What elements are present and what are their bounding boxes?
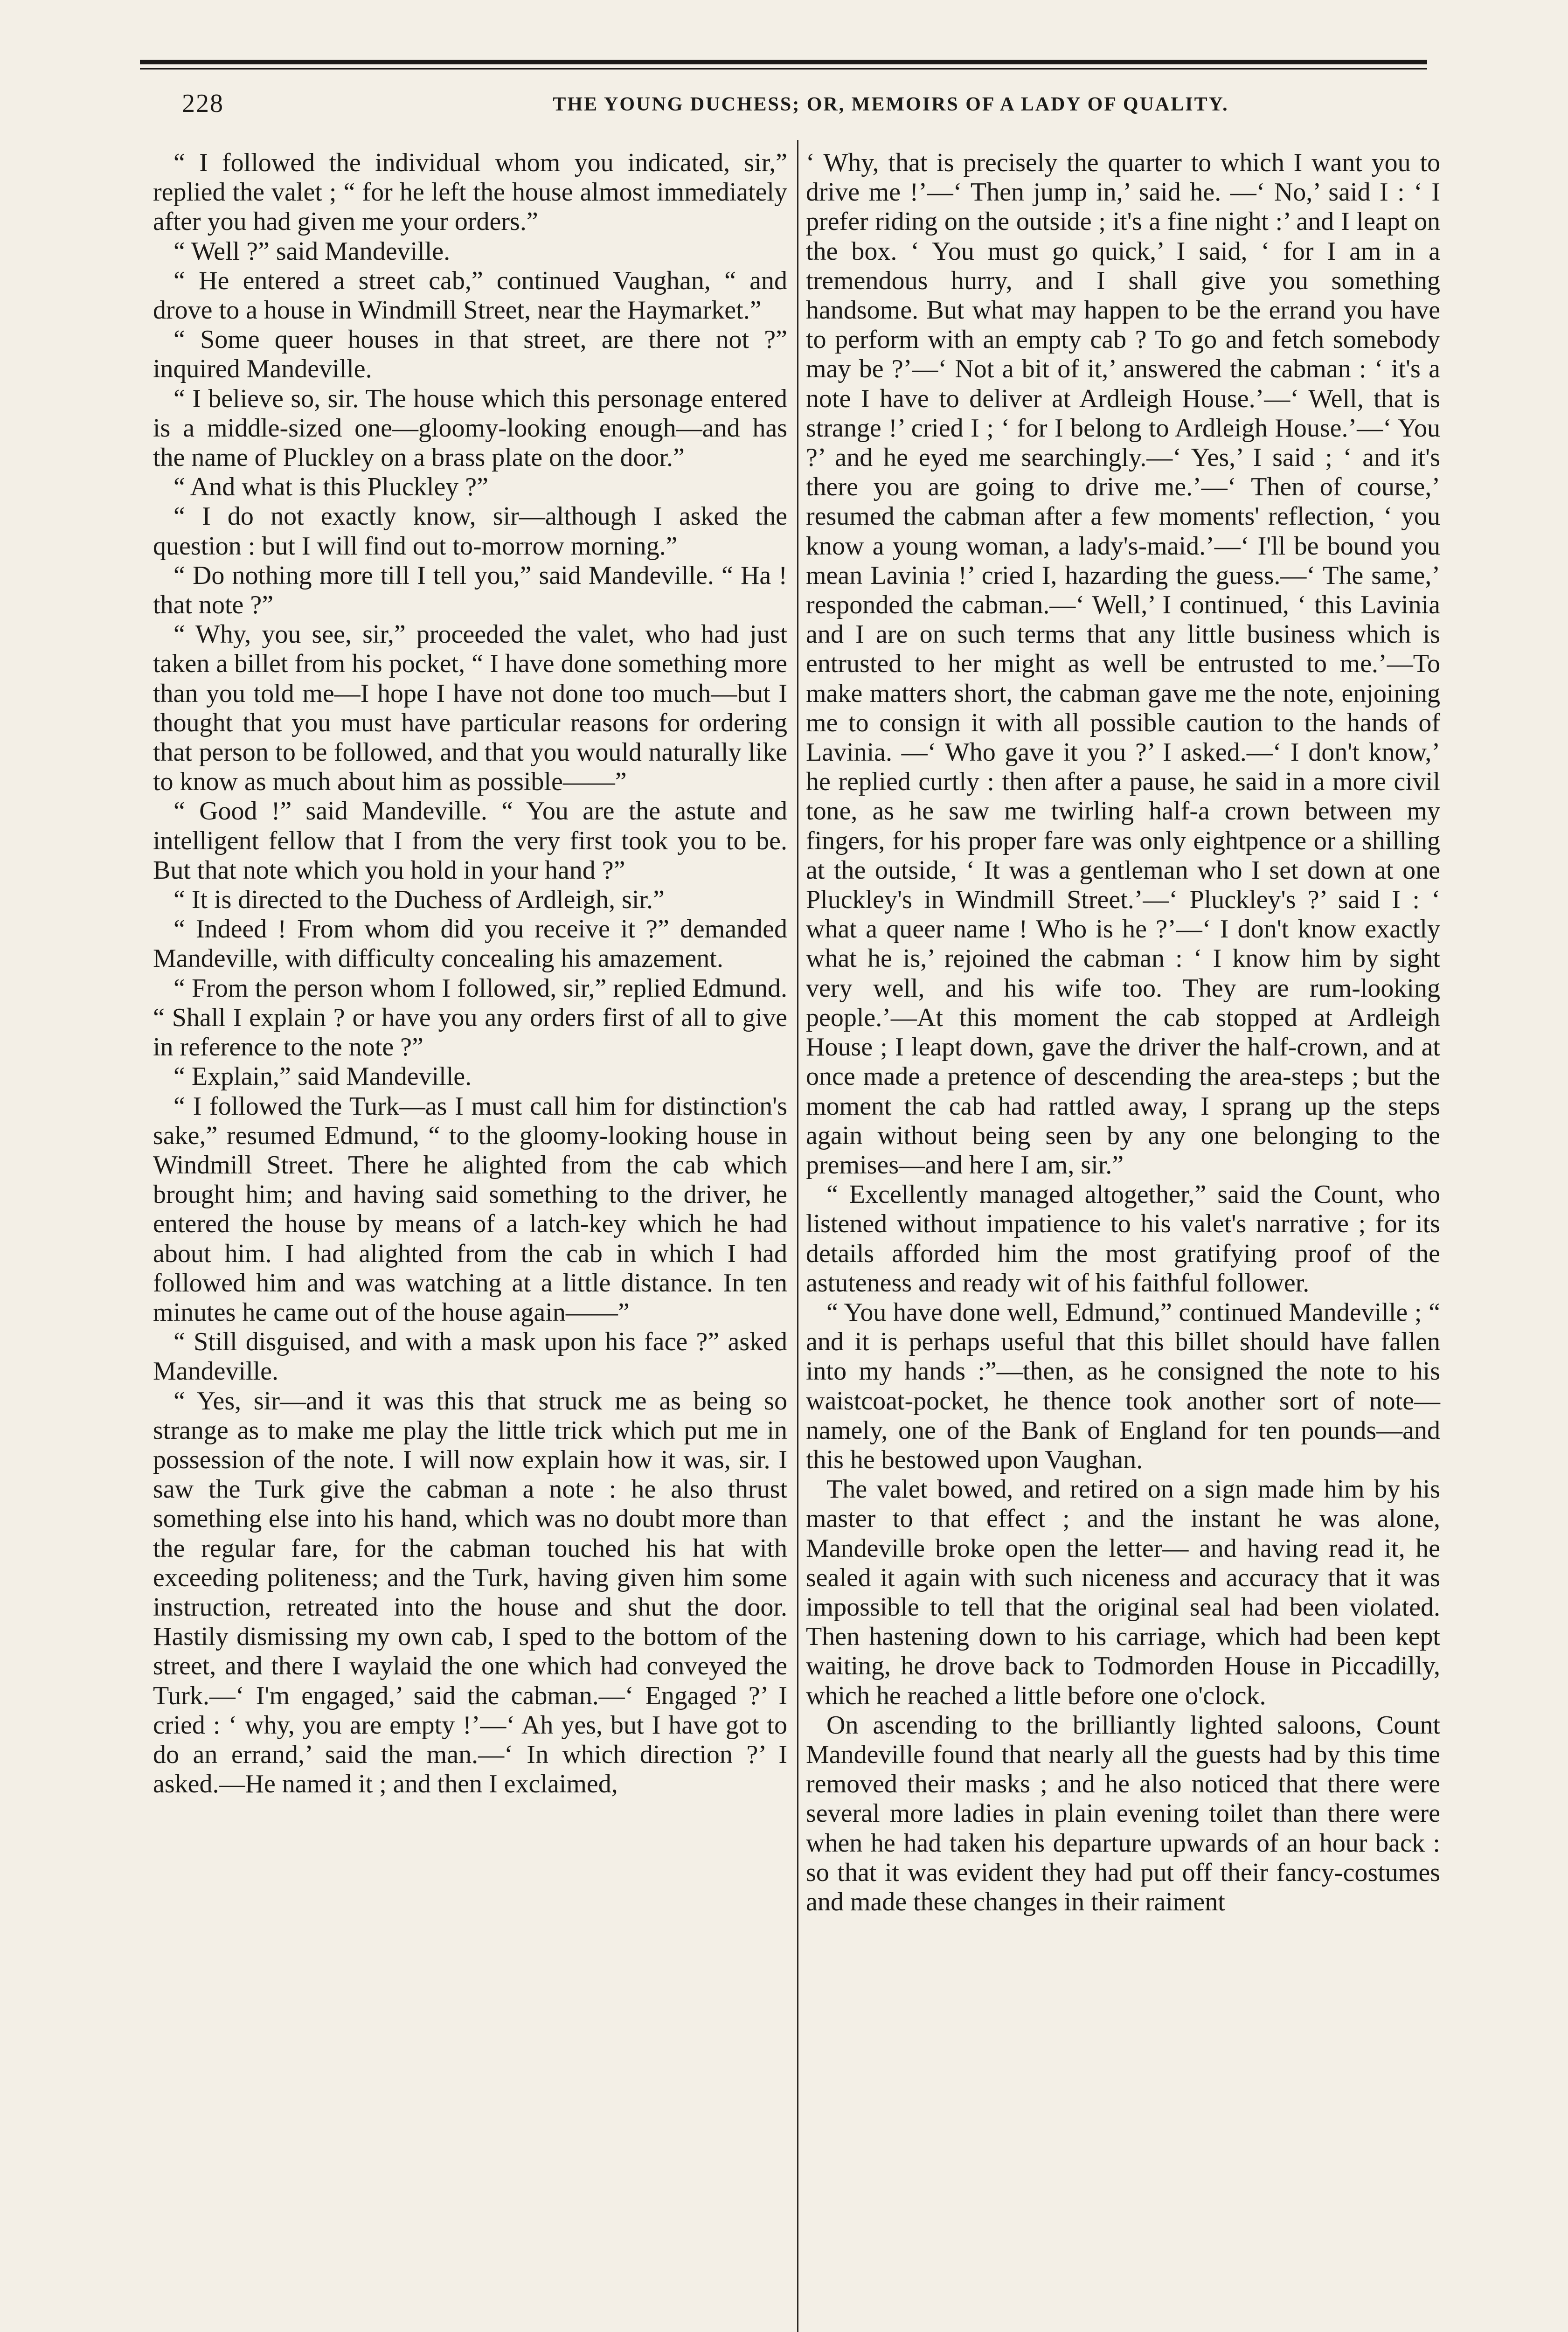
paragraph: “ And what is this Pluckley ?” (173, 472, 489, 502)
paragraph: “ I followed the Turk—as I must call him for distinction's sake,” resumed Edmund, “ to the gloomy-looking house in Windmill Street. There he alighted from the cab which brought him; and having said something to the driver, he entered the house by means of a latch-key which he had about him. I had alighted from the cab in which I had followed him and was watching at a little distance. In ten minutes he came out of the house again——” (153, 1091, 787, 1327)
paragraph: “ He entered a street cab,” continued Vaughan, “ and drove to a house in Windmill Street, near the Haymarket.” (153, 266, 787, 325)
paragraph: “ Do nothing more till I tell you,” said Mandeville. “ Ha ! that note ?” (153, 561, 787, 620)
paragraph: “ Well ?” said Mandeville. (173, 236, 451, 266)
left-column (153, 148, 787, 1799)
paragraph: “ Why, you see, sir,” proceeded the valet, who had just taken a billet from his pocket, “ I have done something more than you told me—I hope I have not done too much—but I thought that you must have particular reasons for ordering that person to be followed, and that you would naturally like to know as much about him as possible——” (153, 620, 787, 797)
top-rule-thin (140, 68, 1427, 69)
paragraph: “ Good !” said Mandeville. “ You are the astute and intelligent fellow that I from the very first took you to be. But that note which you hold in your hand ?” (153, 797, 787, 885)
page-header (140, 89, 1427, 126)
paragraph: “ Excellently managed altogether,” said the Count, who listened without impatience to his valet's narrative ; for its details afforded him the most gratifying proof of the astuteness and ready wit of his faithful follower. (806, 1180, 1440, 1298)
top-rule (140, 60, 1427, 64)
paragraph: ‘ Why, that is precisely the quarter to which I want you to drive me !’—‘ Then jump in,’ said he. —‘ No,’ said I : ‘ I prefer riding on the outside ; it's a fine night :’ and I leapt on the box. ‘ You must go quick,’ I said, ‘ for I am in a tremendous hurry, and I shall give you something handsome. But what may happen to be the errand you have to perform with an empty cab ? To go and fetch somebody may be ?’—‘ Not a bit of it,’ answered the cabman : ‘ it's a note I have to deliver at Ardleigh House.’—‘ Well, that is strange !’ cried I ; ‘ for I belong to Ardleigh House.’—‘ You ?’ and he eyed me searchingly.—‘ Yes,’ I said ; ‘ and it's there you are going to drive me.’—‘ Then of course,’ resumed the cabman after a few moments' reflection, ‘ you know a young woman, a lady's-maid.’—‘ I'll be bound you mean Lavinia !’ cried I, hazarding the guess.—‘ The same,’ responded the cabman.—‘ Well,’ I continued, ‘ this Lavinia and I are on such terms that any little business which is entrusted to her might as well be entrusted to me.’—To make matters short, the cabman gave me the note, enjoining me to consign it with all possible caution to the hands of Lavinia. —‘ Who gave it you ?’ I asked.—‘ I don't know,’ he replied curtly : then after a pause, he said in a more civil tone, as he saw me twirling half-a crown between my fingers, for his proper fare was only eightpence or a shilling at the outside, ‘ It was a gentleman who I set down at one Pluckley's in Windmill Street.’—‘ Pluckley's ?’ said I : ‘ what a queer name ! Who is he ?’—‘ I don't know exactly what he is,’ rejoined the cabman : ‘ I know him by sight very well, and his wife too. They are rum-looking people.’—At this moment the cab stopped at Ardleigh House ; I leapt down, gave the driver the half-crown, and at once made a pretence of descending the area-steps ; but the moment the cab had rattled away, I sprang up the steps again without being seen by any one belonging to the premises—and here I am, sir.” (806, 148, 1440, 1180)
running-title: THE YOUNG DUCHESS; OR, MEMOIRS OF A LADY OF QUALITY. (553, 94, 1229, 115)
paragraph: “ I followed the individual whom you indicated, sir,” replied the valet ; “ for he left the house almost immediately after you had given me your orders.” (153, 148, 787, 236)
paragraph: “ Some queer houses in that street, are there not ?” inquired Mandeville. (153, 325, 787, 384)
paragraph: “ Yes, sir—and it was this that struck me as being so strange as to make me play the little trick which put me in possession of the note. I will now explain how it was, sir. I saw the Turk give the cabman a note : he also thrust something else into his hand, which was no doubt more than the regular fare, for the cabman touched his hat with exceeding politeness; and the Turk, having given him some instruction, retreated into the house and shut the door. Hastily dismissing my own cab, I sped to the bottom of the street, and there I waylaid the one which had conveyed the Turk.—‘ I'm engaged,’ said the cabman.—‘ Engaged ?’ I cried : ‘ why, you are empty !’—‘ Ah yes, but I have got to do an errand,’ said the man.—‘ In which direction ?’ I asked.—He named it ; and then I exclaimed, (153, 1386, 787, 1799)
page-number: 228 (182, 89, 224, 118)
paragraph: “ I do not exactly know, sir—although I asked the question : but I will find out to-morrow morning.” (153, 502, 787, 561)
column-divider (797, 140, 798, 2332)
paragraph: The valet bowed, and retired on a sign made him by his master to that effect ; and the instant he was alone, Mandeville broke open the letter— and having read it, he sealed it again with such niceness and accuracy that it was impossible to tell that the original seal had been violated. Then hastening down to his carriage, which had been kept waiting, he drove back to Todmorden House in Piccadilly, which he reached a little before one o'clock. (806, 1475, 1440, 1710)
paragraph: “ I believe so, sir. The house which this personage entered is a middle-sized one—gloomy-looking enough—and has the name of Pluckley on a brass plate on the door.” (153, 384, 787, 472)
right-column (806, 148, 1440, 1917)
paragraph: “ You have done well, Edmund,” continued Mandeville ; “ and it is perhaps useful that this billet should have fallen into my hands :”—then, as he consigned the note to his waistcoat-pocket, he thence took another sort of note—namely, one of the Bank of England for ten pounds—and this he bestowed upon Vaughan. (806, 1298, 1440, 1474)
paragraph: “ Indeed ! From whom did you receive it ?” demanded Mandeville, with difficulty concealing his amazement. (153, 915, 787, 973)
paragraph: “ From the person whom I followed, sir,” replied Edmund. “ Shall I explain ? or have you any orders first of all to give in reference to the note ?” (153, 973, 787, 1062)
paragraph: “ Explain,” said Mandeville. (173, 1062, 472, 1091)
paragraph: “ Still disguised, and with a mask upon his face ?” asked Mandeville. (153, 1327, 787, 1386)
paragraph: On ascending to the brilliantly lighted saloons, Count Mandeville found that nearly all the guests had by this time removed their masks ; and he also noticed that there were several more ladies in plain evening toilet than there were when he had taken his departure upwards of an hour back : so that it was evident they had put off their fancy-costumes and made these changes in their raiment (806, 1710, 1440, 1916)
paragraph: “ It is directed to the Duchess of Ardleigh, sir.” (173, 885, 665, 915)
